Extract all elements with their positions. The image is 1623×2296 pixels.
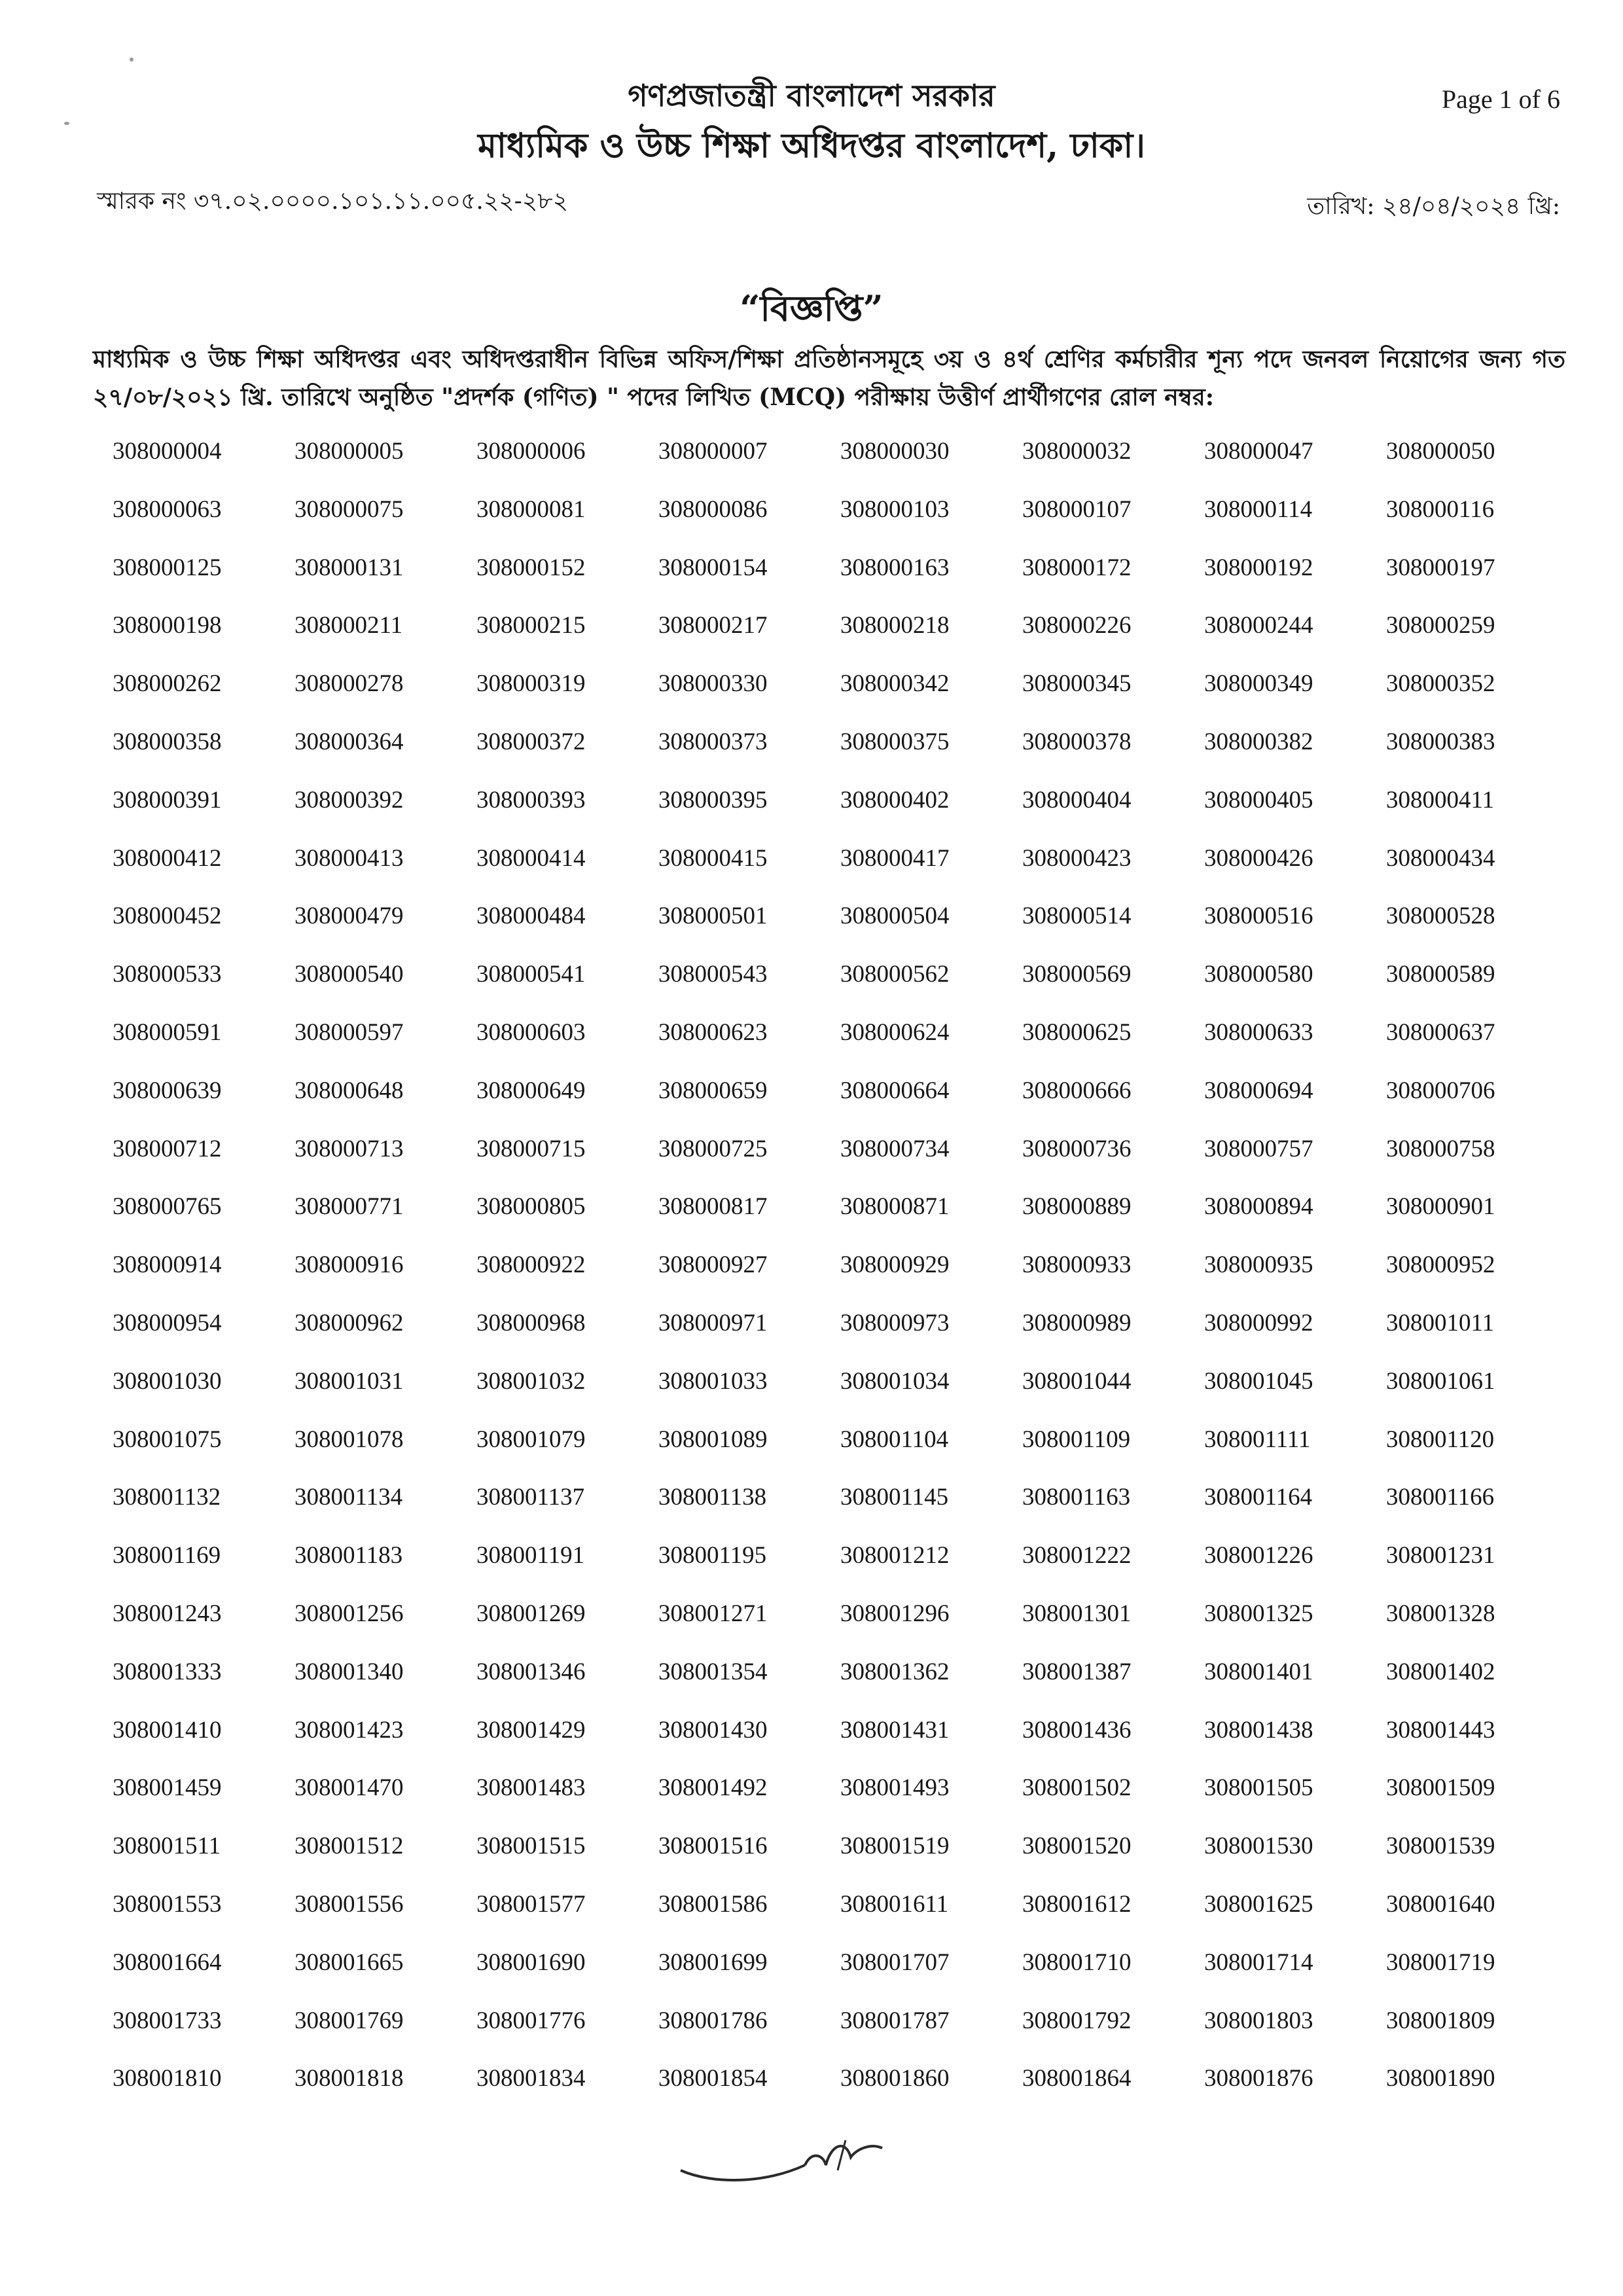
roll-number: 308000712 bbox=[113, 1135, 222, 1162]
scan-speck bbox=[130, 58, 134, 62]
roll-number: 308000765 bbox=[113, 1193, 222, 1221]
roll-number: 308000914 bbox=[113, 1251, 222, 1279]
roll-number: 308000405 bbox=[1204, 786, 1313, 814]
roll-number: 308000952 bbox=[1386, 1251, 1495, 1279]
roll-number: 308001430 bbox=[658, 1716, 768, 1744]
roll-number: 308000030 bbox=[840, 438, 950, 465]
roll-number-grid bbox=[113, 437, 1568, 2123]
roll-number: 308000562 bbox=[840, 961, 950, 988]
roll-number: 308001690 bbox=[476, 1948, 586, 1976]
roll-number: 308000929 bbox=[840, 1251, 950, 1279]
roll-number: 308000623 bbox=[658, 1018, 768, 1046]
roll-number: 308000349 bbox=[1204, 670, 1313, 698]
roll-number: 308001033 bbox=[658, 1367, 768, 1395]
roll-number: 308000901 bbox=[1386, 1193, 1495, 1221]
roll-number: 308001011 bbox=[1386, 1309, 1495, 1336]
roll-number: 308000414 bbox=[476, 844, 586, 872]
roll-number: 308000540 bbox=[294, 961, 404, 988]
roll-number: 308001328 bbox=[1386, 1600, 1495, 1627]
roll-number: 308000484 bbox=[476, 903, 586, 930]
government-title: গণপ্রজাতন্ত্রী বাংলাদেশ সরকার bbox=[628, 78, 995, 113]
roll-number: 308001325 bbox=[1204, 1600, 1313, 1627]
roll-number: 308001733 bbox=[113, 2007, 222, 2034]
roll-number: 308000452 bbox=[113, 903, 222, 930]
roll-number: 308001138 bbox=[658, 1484, 767, 1511]
roll-number: 308000047 bbox=[1204, 438, 1313, 465]
roll-number: 308000933 bbox=[1022, 1251, 1132, 1279]
roll-number: 308001410 bbox=[113, 1716, 222, 1744]
roll-number: 308001470 bbox=[294, 1774, 404, 1802]
roll-number: 308001075 bbox=[113, 1426, 222, 1453]
roll-number: 308001492 bbox=[658, 1774, 768, 1802]
roll-number: 308001044 bbox=[1022, 1367, 1132, 1395]
roll-number: 308001109 bbox=[1022, 1426, 1131, 1453]
roll-number: 308001401 bbox=[1204, 1658, 1313, 1685]
roll-number: 308000935 bbox=[1204, 1251, 1313, 1279]
roll-number: 308000259 bbox=[1386, 612, 1495, 639]
roll-number: 308001183 bbox=[294, 1542, 403, 1570]
roll-number: 308000375 bbox=[840, 728, 950, 755]
roll-number: 308000514 bbox=[1022, 903, 1132, 930]
roll-number: 308000989 bbox=[1022, 1309, 1132, 1336]
roll-number: 308000894 bbox=[1204, 1193, 1313, 1221]
roll-number: 308000392 bbox=[294, 786, 404, 814]
roll-number: 308001340 bbox=[294, 1658, 404, 1685]
roll-number: 308000086 bbox=[658, 495, 768, 523]
roll-number: 308000706 bbox=[1386, 1077, 1495, 1104]
roll-number: 308001625 bbox=[1204, 1890, 1313, 1918]
roll-number: 308001402 bbox=[1386, 1658, 1495, 1685]
roll-number: 308000415 bbox=[658, 844, 768, 872]
roll-number: 308001346 bbox=[476, 1658, 586, 1685]
roll-number: 308001714 bbox=[1204, 1948, 1313, 1976]
roll-number: 308000005 bbox=[294, 438, 404, 465]
roll-number: 308000393 bbox=[476, 786, 586, 814]
signature-icon bbox=[674, 2125, 910, 2190]
roll-number: 308000649 bbox=[476, 1077, 586, 1104]
roll-number: 308000192 bbox=[1204, 554, 1313, 581]
roll-number: 308000664 bbox=[840, 1077, 950, 1104]
roll-number: 308001030 bbox=[113, 1367, 222, 1395]
roll-number: 308001787 bbox=[840, 2007, 950, 2034]
roll-number: 308000479 bbox=[294, 903, 404, 930]
roll-number: 308000725 bbox=[658, 1135, 768, 1162]
roll-number: 308001710 bbox=[1022, 1948, 1132, 1976]
roll-number: 308000378 bbox=[1022, 728, 1132, 755]
roll-number: 308001032 bbox=[476, 1367, 586, 1395]
roll-number: 308000411 bbox=[1386, 786, 1495, 814]
roll-number: 308001515 bbox=[476, 1833, 586, 1860]
roll-number: 308001556 bbox=[294, 1890, 404, 1918]
roll-number: 308001137 bbox=[476, 1484, 585, 1511]
roll-number: 308000541 bbox=[476, 961, 586, 988]
roll-number: 308000589 bbox=[1386, 961, 1495, 988]
roll-number: 308001493 bbox=[840, 1774, 950, 1802]
roll-number: 308000330 bbox=[658, 670, 768, 698]
roll-number: 308000648 bbox=[294, 1077, 404, 1104]
roll-number: 308000713 bbox=[294, 1135, 404, 1162]
roll-number: 308001505 bbox=[1204, 1774, 1313, 1802]
roll-number: 308001864 bbox=[1022, 2065, 1132, 2092]
roll-number: 308000805 bbox=[476, 1193, 586, 1221]
roll-number: 308001166 bbox=[1386, 1484, 1495, 1511]
roll-number: 308000423 bbox=[1022, 844, 1132, 872]
notice-body: মাধ্যমিক ও উচ্চ শিক্ষা অধিদপ্তর এবং অধিদপ্তরাধীন বিভিন্ন অফিস/শিক্ষা প্রতিষ্ঠানসমূহে ৩য় ও ৪র্থ শ্রেণির কর্মচারীর শূন্য পদে জনবল নিয়োগের জন্য গত ২৭/০৮/২০২১ খ্রি. তারিখে অনুষ্ঠিত "প্রদর্শক (গণিত) " পদের লিখিত (MCQ) পরীক্ষায় উত্তীর্ণ প্রার্থীগণের রোল নম্বর: bbox=[93, 346, 1565, 411]
roll-number: 308001301 bbox=[1022, 1600, 1132, 1627]
roll-number: 308000927 bbox=[658, 1251, 768, 1279]
roll-number: 308001707 bbox=[840, 1948, 950, 1976]
roll-number: 308000625 bbox=[1022, 1018, 1132, 1046]
roll-number: 308000050 bbox=[1386, 438, 1495, 465]
roll-number: 308001256 bbox=[294, 1600, 404, 1627]
roll-number: 308000114 bbox=[1204, 495, 1313, 523]
roll-number: 308001034 bbox=[840, 1367, 950, 1395]
roll-number: 308001786 bbox=[658, 2007, 768, 2034]
roll-number: 308000116 bbox=[1386, 495, 1495, 523]
roll-number: 308001803 bbox=[1204, 2007, 1313, 2034]
roll-number: 308001854 bbox=[658, 2065, 768, 2092]
roll-number: 308000954 bbox=[113, 1309, 222, 1336]
roll-number: 308001834 bbox=[476, 2065, 586, 2092]
roll-number: 308001169 bbox=[113, 1542, 221, 1570]
roll-number: 308000391 bbox=[113, 786, 222, 814]
roll-number: 308000383 bbox=[1386, 728, 1495, 755]
roll-number: 308000004 bbox=[113, 438, 222, 465]
roll-number: 308000382 bbox=[1204, 728, 1313, 755]
roll-number: 308000973 bbox=[840, 1309, 950, 1336]
roll-number: 308000889 bbox=[1022, 1193, 1132, 1221]
roll-number: 308001243 bbox=[113, 1600, 222, 1627]
roll-number: 308000218 bbox=[840, 612, 950, 639]
roll-number: 308001061 bbox=[1386, 1367, 1495, 1395]
roll-number: 308000063 bbox=[113, 495, 222, 523]
roll-number: 308001226 bbox=[1204, 1542, 1313, 1570]
roll-number: 308000152 bbox=[476, 554, 586, 581]
roll-number: 308000624 bbox=[840, 1018, 950, 1046]
roll-number: 308000734 bbox=[840, 1135, 950, 1162]
roll-number: 308001145 bbox=[840, 1484, 949, 1511]
roll-number: 308000075 bbox=[294, 495, 404, 523]
roll-number: 308001191 bbox=[476, 1542, 585, 1570]
roll-number: 308001104 bbox=[840, 1426, 949, 1453]
roll-number: 308000694 bbox=[1204, 1077, 1313, 1104]
roll-number: 308000637 bbox=[1386, 1018, 1495, 1046]
roll-number: 308001511 bbox=[113, 1833, 221, 1860]
notice-title: “বিজ্ঞপ্তি” bbox=[740, 287, 883, 329]
roll-number: 308000528 bbox=[1386, 903, 1495, 930]
roll-number: 308001195 bbox=[658, 1542, 767, 1570]
roll-number: 308000007 bbox=[658, 438, 768, 465]
roll-number: 308001612 bbox=[1022, 1890, 1132, 1918]
roll-number: 308001436 bbox=[1022, 1716, 1132, 1744]
roll-number: 308001577 bbox=[476, 1890, 586, 1918]
roll-number: 308001810 bbox=[113, 2065, 222, 2092]
roll-number: 308001890 bbox=[1386, 2065, 1495, 2092]
roll-number: 308000591 bbox=[113, 1018, 222, 1046]
roll-number: 308000516 bbox=[1204, 903, 1313, 930]
roll-number: 308001212 bbox=[840, 1542, 950, 1570]
roll-number: 308000198 bbox=[113, 612, 222, 639]
roll-number: 308001429 bbox=[476, 1716, 586, 1744]
roll-number: 308000916 bbox=[294, 1251, 404, 1279]
roll-number: 308000639 bbox=[113, 1077, 222, 1104]
roll-number: 308000817 bbox=[658, 1193, 768, 1221]
roll-number: 308001459 bbox=[113, 1774, 222, 1802]
roll-number: 308001089 bbox=[658, 1426, 768, 1453]
roll-number: 308001516 bbox=[658, 1833, 768, 1860]
roll-number: 308000413 bbox=[294, 844, 404, 872]
roll-number: 308001111 bbox=[1204, 1426, 1311, 1453]
roll-number: 308000262 bbox=[113, 670, 222, 698]
roll-number: 308001078 bbox=[294, 1426, 404, 1453]
roll-number: 308000434 bbox=[1386, 844, 1495, 872]
roll-number: 308001269 bbox=[476, 1600, 586, 1627]
roll-number: 308001483 bbox=[476, 1774, 586, 1802]
roll-number: 308000081 bbox=[476, 495, 586, 523]
roll-number: 308001438 bbox=[1204, 1716, 1313, 1744]
roll-number: 308000215 bbox=[476, 612, 586, 639]
memo-date: তারিখ: ২৪/০৪/২০২৪ খ্রি: bbox=[1307, 193, 1560, 220]
roll-number: 308001860 bbox=[840, 2065, 950, 2092]
roll-number: 308001611 bbox=[840, 1890, 949, 1918]
roll-number: 308001776 bbox=[476, 2007, 586, 2034]
roll-number: 308000580 bbox=[1204, 961, 1313, 988]
roll-number: 308000373 bbox=[658, 728, 768, 755]
roll-number: 308001553 bbox=[113, 1890, 222, 1918]
directorate-title: মাধ্যমিক ও উচ্চ শিক্ষা অধিদপ্তর বাংলাদেশ, ঢাকা। bbox=[478, 126, 1145, 166]
roll-number: 308000417 bbox=[840, 844, 950, 872]
roll-number: 308001640 bbox=[1386, 1890, 1495, 1918]
roll-number: 308000172 bbox=[1022, 554, 1132, 581]
roll-number: 308000244 bbox=[1204, 612, 1313, 639]
roll-number: 308000736 bbox=[1022, 1135, 1132, 1162]
roll-number: 308000412 bbox=[113, 844, 222, 872]
roll-number: 308000345 bbox=[1022, 670, 1132, 698]
roll-number: 308001271 bbox=[658, 1600, 768, 1627]
roll-number: 308000715 bbox=[476, 1135, 586, 1162]
roll-number: 308001443 bbox=[1386, 1716, 1495, 1744]
roll-number: 308001520 bbox=[1022, 1833, 1132, 1860]
roll-number: 308000402 bbox=[840, 786, 950, 814]
roll-number: 308000771 bbox=[294, 1193, 404, 1221]
page-number: Page 1 of 6 bbox=[1441, 84, 1560, 114]
roll-number: 308001362 bbox=[840, 1658, 950, 1685]
roll-number: 308000971 bbox=[658, 1309, 768, 1336]
roll-number: 308001222 bbox=[1022, 1542, 1132, 1570]
roll-number: 308000504 bbox=[840, 903, 950, 930]
roll-number: 308000757 bbox=[1204, 1135, 1313, 1162]
roll-number: 308001665 bbox=[294, 1948, 404, 1976]
roll-number: 308001231 bbox=[1386, 1542, 1495, 1570]
roll-number: 308000968 bbox=[476, 1309, 586, 1336]
roll-number: 308000154 bbox=[658, 554, 768, 581]
roll-number: 308001431 bbox=[840, 1716, 950, 1744]
roll-number: 308001876 bbox=[1204, 2065, 1313, 2092]
roll-number: 308000666 bbox=[1022, 1077, 1132, 1104]
roll-number: 308001519 bbox=[840, 1833, 950, 1860]
roll-number: 308000125 bbox=[113, 554, 222, 581]
roll-number: 308000603 bbox=[476, 1018, 586, 1046]
roll-number: 308000352 bbox=[1386, 670, 1495, 698]
roll-number: 308001031 bbox=[294, 1367, 404, 1395]
roll-number: 308000372 bbox=[476, 728, 586, 755]
roll-number: 308001769 bbox=[294, 2007, 404, 2034]
roll-number: 308000569 bbox=[1022, 961, 1132, 988]
roll-number: 308001079 bbox=[476, 1426, 586, 1453]
roll-number: 308000659 bbox=[658, 1077, 768, 1104]
roll-number: 308000211 bbox=[294, 612, 403, 639]
roll-number: 308001818 bbox=[294, 2065, 404, 2092]
roll-number: 308001132 bbox=[113, 1484, 221, 1511]
roll-number: 308000319 bbox=[476, 670, 586, 698]
roll-number: 308000278 bbox=[294, 670, 404, 698]
roll-number: 308000543 bbox=[658, 961, 768, 988]
roll-number: 308000404 bbox=[1022, 786, 1132, 814]
roll-number: 308001354 bbox=[658, 1658, 768, 1685]
roll-number: 308000226 bbox=[1022, 612, 1132, 639]
roll-number: 308000962 bbox=[294, 1309, 404, 1336]
roll-number: 308000364 bbox=[294, 728, 404, 755]
roll-number: 308001719 bbox=[1386, 1948, 1495, 1976]
roll-number: 308001664 bbox=[113, 1948, 222, 1976]
roll-number: 308000131 bbox=[294, 554, 404, 581]
roll-number: 308000758 bbox=[1386, 1135, 1495, 1162]
roll-number: 308000006 bbox=[476, 438, 586, 465]
roll-number: 308000992 bbox=[1204, 1309, 1313, 1336]
memo-reference: স্মারক নং ৩৭.০২.০০০০.১০১.১১.০০৫.২২-২৮২ bbox=[97, 188, 569, 215]
roll-number: 308001530 bbox=[1204, 1833, 1313, 1860]
roll-number: 308001539 bbox=[1386, 1833, 1495, 1860]
roll-number: 308001512 bbox=[294, 1833, 404, 1860]
roll-number: 308000395 bbox=[658, 786, 768, 814]
roll-number: 308001387 bbox=[1022, 1658, 1132, 1685]
roll-number: 308000032 bbox=[1022, 438, 1132, 465]
roll-number: 308000922 bbox=[476, 1251, 586, 1279]
roll-number: 308001509 bbox=[1386, 1774, 1495, 1802]
roll-number: 308000217 bbox=[658, 612, 768, 639]
scan-speck bbox=[64, 122, 69, 125]
roll-number: 308001164 bbox=[1204, 1484, 1313, 1511]
roll-number: 308001699 bbox=[658, 1948, 768, 1976]
roll-number: 308001423 bbox=[294, 1716, 404, 1744]
roll-number: 308000501 bbox=[658, 903, 768, 930]
roll-number: 308000871 bbox=[840, 1193, 950, 1221]
roll-number: 308000597 bbox=[294, 1018, 404, 1046]
roll-number: 308000533 bbox=[113, 961, 222, 988]
roll-number: 308000426 bbox=[1204, 844, 1313, 872]
roll-number: 308000163 bbox=[840, 554, 950, 581]
roll-number: 308001809 bbox=[1386, 2007, 1495, 2034]
roll-number: 308001333 bbox=[113, 1658, 222, 1685]
roll-number: 308001045 bbox=[1204, 1367, 1313, 1395]
roll-number: 308001163 bbox=[1022, 1484, 1131, 1511]
roll-number: 308001134 bbox=[294, 1484, 403, 1511]
roll-number: 308001120 bbox=[1386, 1426, 1495, 1453]
roll-number: 308001502 bbox=[1022, 1774, 1132, 1802]
roll-number: 308000103 bbox=[840, 495, 950, 523]
roll-number: 308000342 bbox=[840, 670, 950, 698]
roll-number: 308001296 bbox=[840, 1600, 950, 1627]
roll-number: 308000107 bbox=[1022, 495, 1132, 523]
roll-number: 308001792 bbox=[1022, 2007, 1132, 2034]
roll-number: 308001586 bbox=[658, 1890, 768, 1918]
roll-number: 308000197 bbox=[1386, 554, 1495, 581]
roll-number: 308000358 bbox=[113, 728, 222, 755]
roll-number: 308000633 bbox=[1204, 1018, 1313, 1046]
